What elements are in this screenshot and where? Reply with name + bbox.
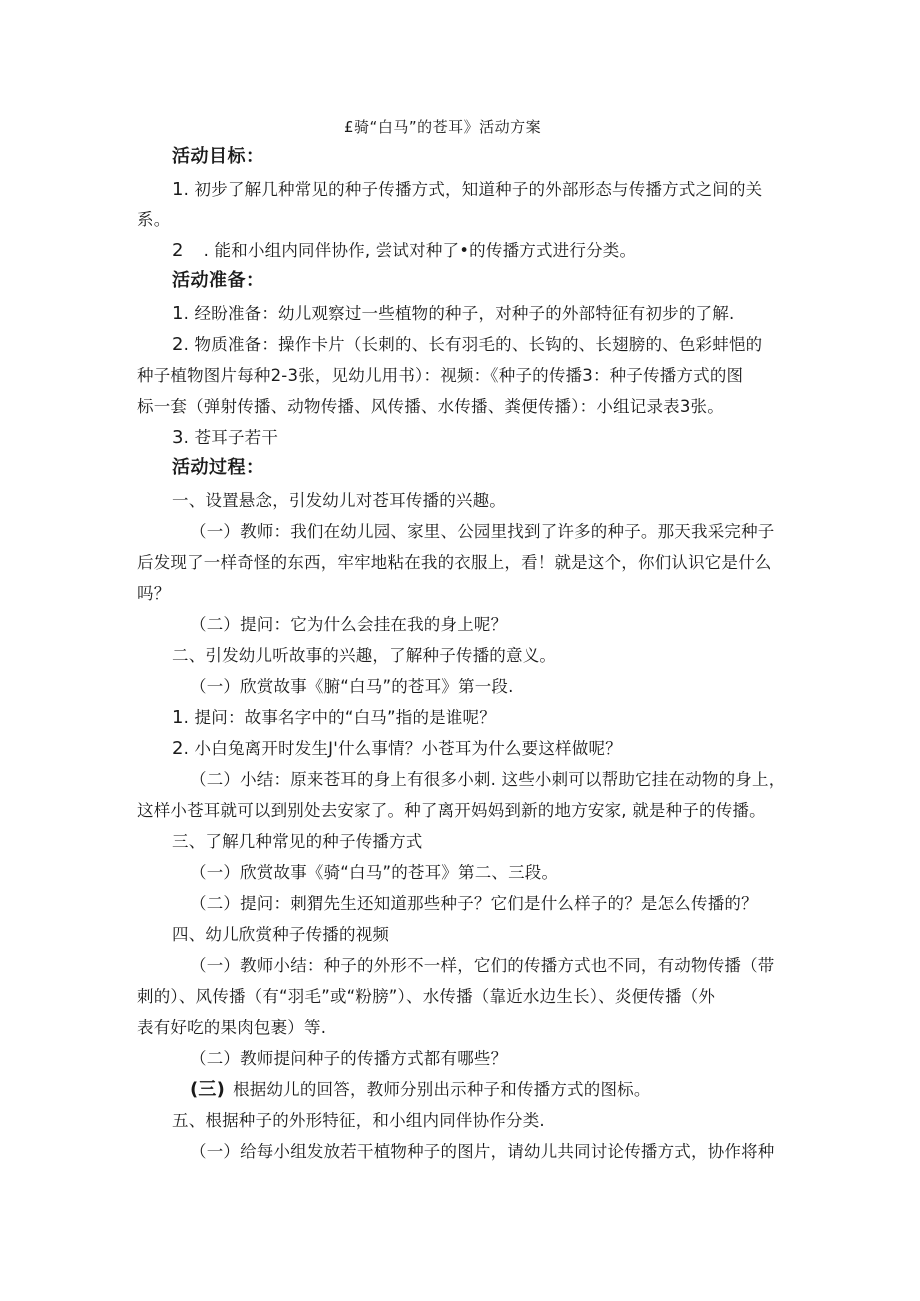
- process-heading: 活动过程：: [172, 457, 265, 478]
- process-line: （二）教师提问种子的传播方式都有哪些？: [190, 1049, 508, 1068]
- process-line: 表有好吃的果肉包裹）等.: [137, 1018, 327, 1037]
- process-line: （一）欣赏故事《腑“白马”的苍耳》第一段.: [190, 677, 514, 696]
- process-line: 三、了解几种常见的种子传播方式: [172, 832, 423, 851]
- prep-item-3: [172, 427, 278, 449]
- process-subitem-2: [172, 738, 622, 760]
- process-line: 吗？: [137, 584, 171, 603]
- goal-item-2-number: 2: [172, 240, 184, 261]
- process-subitem-1-text: . 提问：故事名字中的“白马”指的是谁呢？: [183, 708, 496, 727]
- process-subitem-1-number: 1: [172, 707, 184, 728]
- prep-item-2-number: 2: [172, 334, 184, 355]
- goal-item-1-continued: 系。: [137, 210, 171, 229]
- document-title: £骑“白马”的苍耳》活动方案: [344, 118, 542, 136]
- process-line: 四、幼儿欣赏种子传播的视频: [172, 925, 390, 944]
- process-line: （二）提问：它为什么会挂在我的身上呢？: [190, 615, 508, 634]
- process-line: 二、引发幼儿听故事的兴趣，了解种子传播的意义。: [172, 646, 557, 665]
- process-line: 后发现了一样奇怪的东西，牢牢地粘在我的衣服上，看！就是这个，你们认识它是什么: [137, 553, 772, 572]
- process-subitem-2-number: 2: [172, 738, 184, 759]
- goal-item-2-text: . 能和小组内同伴协作, 尝试对种了•的传播方式进行分类。: [203, 241, 637, 260]
- process-subitem-3-text: 根据幼儿的回答，教师分别出示种子和传播方式的图标。: [233, 1080, 651, 1099]
- goal-item-1-number: 1: [172, 179, 184, 200]
- prep-item-3-text: . 苍耳子若干: [183, 428, 279, 447]
- process-line: 这样小苍耳就可以到别处去安家了。种了离开妈妈到新的地方安家, 就是种子的传播。: [137, 801, 766, 820]
- process-subitem-3: [190, 1079, 651, 1101]
- process-subitem-3-marker: (三): [190, 1079, 226, 1100]
- process-line: （一）欣赏故事《骑“白马”的苍耳》第二、三段。: [190, 863, 559, 882]
- process-line: （一）给每小组发放若干植物种子的图片，请幼儿共同讨论传播方式，协作将种: [190, 1142, 775, 1161]
- prep-item-1: [172, 303, 734, 325]
- process-line: （一）教师：我们在幼儿园、家里、公园里找到了许多的种子。那天我采完种子: [190, 522, 775, 541]
- goal-item-1: [172, 179, 762, 201]
- process-line: （二）提问：刺猬先生还知道那些种子？它们是什么样子的？是怎么传播的？: [190, 894, 758, 913]
- prep-item-1-text: . 经盼准备：幼儿观察过一些植物的种子，对种子的外部特征有初步的了解.: [183, 304, 735, 323]
- goal-item-1-text: . 初步了解几种常见的种子传播方式，知道种子的外部形态与传播方式之间的关: [183, 180, 763, 199]
- prep-item-2-continued-1: 种子植物图片每种2-3张，见幼儿用书）：视频：《种子的传播3：种子传播方式的图: [137, 366, 744, 385]
- prep-item-3-number: 3: [172, 427, 184, 448]
- process-line: （一）教师小结：种子的外形不一样，它们的传播方式也不同，有动物传播（带: [190, 956, 775, 975]
- prep-item-2: [172, 334, 762, 356]
- goals-heading: 活动目标：: [172, 146, 265, 167]
- process-line: 一、设置悬念，引发幼儿对苍耳传播的兴趣。: [172, 491, 506, 510]
- prep-item-2-text: . 物质准备：操作卡片（长刺的、长有羽毛的、长钩的、长翅膀的、色彩蚌悒的: [183, 335, 763, 354]
- process-line: 五、根据种子的外形特征，和小组内同伴协作分类.: [172, 1111, 545, 1130]
- prep-item-2-continued-2: 标一套（弹射传播、动物传播、风传播、水传播、粪便传播）：小组记录表3张。: [137, 397, 724, 416]
- preparation-heading: 活动准备：: [172, 270, 265, 291]
- prep-item-1-number: 1: [172, 303, 184, 324]
- process-line: （二）小结：原来苍耳的身上有很多小刺. 这些小刺可以帮助它挂在动物的身上，: [190, 770, 786, 789]
- process-line: 刺的）、风传播（有“羽毛”或“粉膀”）、水传播（靠近水边生长）、炎便传播（外: [137, 987, 716, 1006]
- process-subitem-2-text: . 小白兔离开时发生J'什么事情？小苍耳为什么要这样做呢？: [183, 739, 622, 758]
- process-subitem-1: [172, 707, 496, 729]
- goal-item-2: [172, 240, 636, 262]
